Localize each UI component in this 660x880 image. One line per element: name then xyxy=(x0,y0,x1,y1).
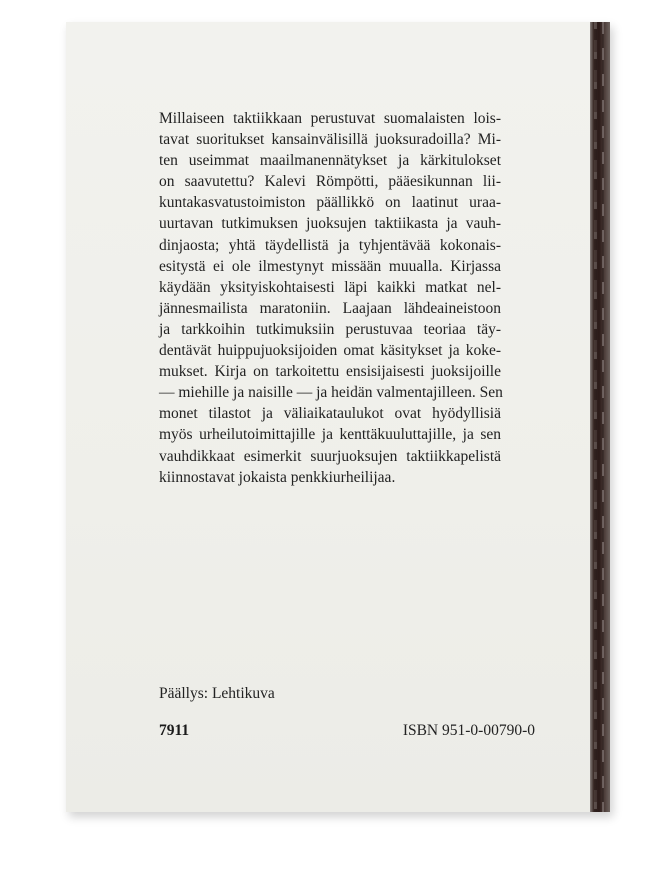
blurb-line: mukset. Kirja on tarkoitettu ensisijaisesti juoksijoille xyxy=(159,363,501,381)
blurb-line: kiinnostavat jokaista penkkiurheilijaa. xyxy=(159,468,396,486)
blurb-line: vauhdikkaat esimerkit suurjuoksujen taktiikkapelistä xyxy=(159,447,501,465)
blurb-line: esitystä ei ole ilmestynyt missään muualla. Kirjassa xyxy=(159,257,501,275)
blurb-text xyxy=(159,108,501,488)
isbn-number: ISBN 951-0-00790-0 xyxy=(402,722,535,739)
blurb-line: myös urheilutoimittajille ja kenttäkuuluttajille, ja sen xyxy=(159,426,501,444)
blurb-line: kuntakasvatustoimiston päällikkö on laatinut uraa- xyxy=(159,194,501,212)
blurb-line: ja tarkkoihin tutkimuksiin perustuvaa teoriaa täy- xyxy=(159,320,501,338)
blurb-line: käydään yksityiskohtaisesti läpi kaikki matkat nel- xyxy=(159,278,501,296)
blurb-line: jännesmailista maratoniin. Laajaan lähdeaineistoon xyxy=(159,299,501,317)
product-code: 7911 xyxy=(159,722,190,739)
blurb-line: Millaiseen taktiikkaan perustuvat suomalaisten lois- xyxy=(159,110,501,127)
book-back-cover xyxy=(66,22,610,812)
cover-surface xyxy=(66,22,594,812)
cover-credit: Päällys: Lehtikuva xyxy=(159,685,275,702)
blurb-line: ten useimmat maailmanennätykset ja kärkitulokset xyxy=(159,152,501,170)
blurb-line: — miehille ja naisille — ja heidän valmentajilleen. Sen xyxy=(159,384,503,402)
blurb-line: monet tilastot ja väliaikataulukot ovat hyödyllisiä xyxy=(159,405,501,423)
blurb-line: dinjaosta; yhtä täydellistä ja tyhjentävää kokonais- xyxy=(159,236,501,254)
blurb-line: on saavutettu? Kalevi Römpötti, pääesikunnan lii- xyxy=(159,173,501,191)
spine-edge xyxy=(590,22,610,812)
blurb-line: uurtavan tutkimuksen juoksujen taktiikasta ja vauh- xyxy=(159,215,501,233)
blurb-line: tavat suoritukset kansainvälisillä juoksuradoilla? Mi- xyxy=(159,131,501,149)
blurb-line: dentävät huippujuoksijoiden omat käsitykset ja koke- xyxy=(159,342,501,360)
